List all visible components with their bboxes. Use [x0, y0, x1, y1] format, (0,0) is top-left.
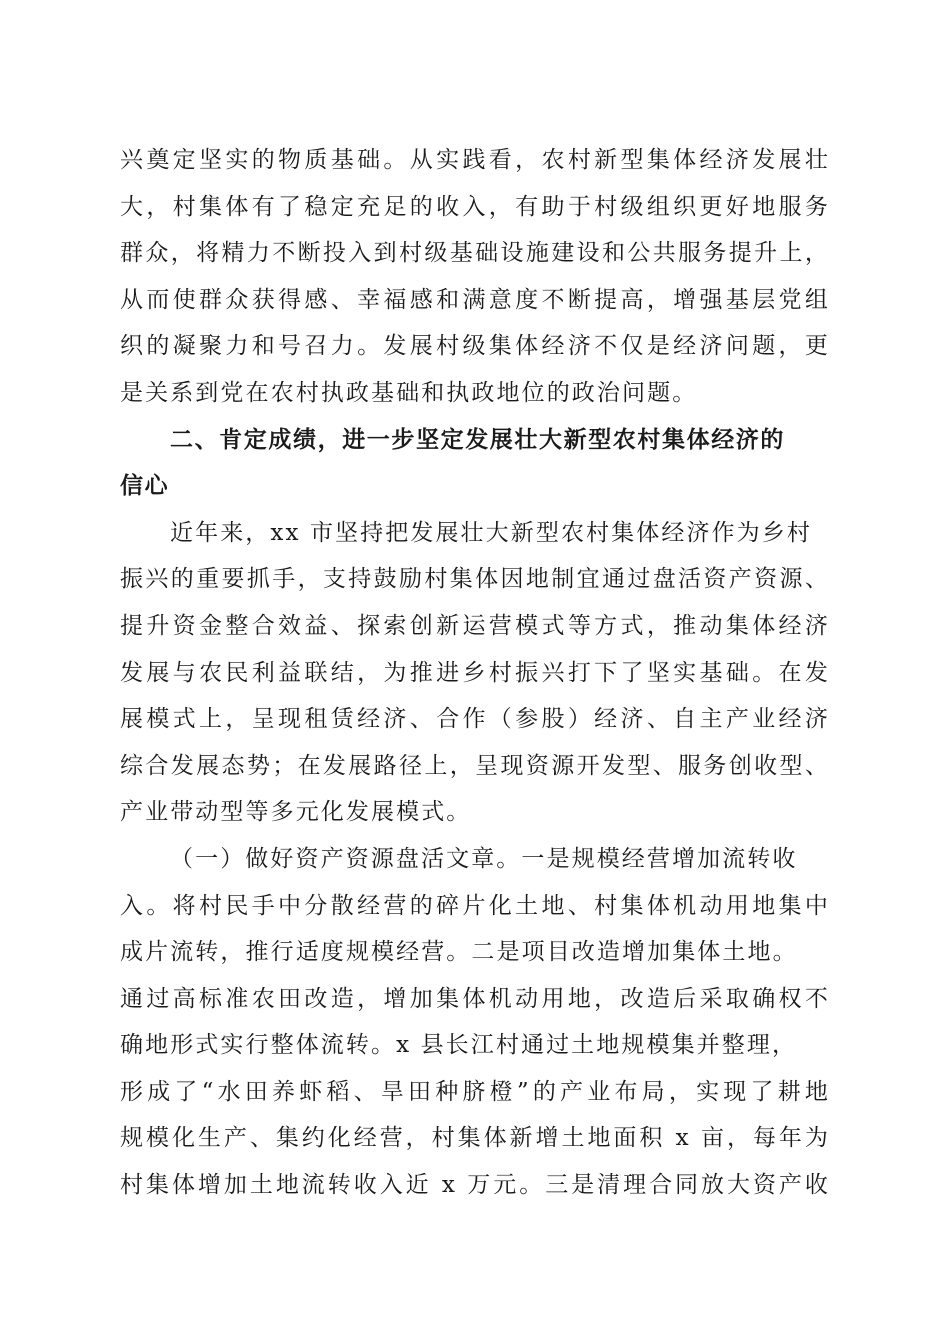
- text-line: 规模化生产、集约化经营，村集体新增土地面积 x 亩，每年为: [120, 1125, 830, 1152]
- text-line: 提升资金整合效益、探索创新运营模式等方式，推动集体经济: [120, 612, 830, 639]
- heading-line: 信心: [120, 473, 170, 500]
- text-line: 是关系到党在农村执政基础和执政地位的政治问题。: [120, 379, 698, 406]
- paragraph-recent-years: [120, 510, 830, 836]
- text-line: 织的凝聚力和号召力。发展村级集体经济不仅是经济问题，更: [120, 333, 830, 360]
- text-line: 成片流转，推行适度规模经营。二是项目改造增加集体土地。: [120, 939, 798, 966]
- document-body: [120, 137, 830, 1209]
- paragraph-intro-continuation: [120, 137, 830, 417]
- text-line: 振兴的重要抓手，支持鼓励村集体因地制宜通过盘活资产资源、: [120, 566, 830, 593]
- text-line: 展模式上，呈现租赁经济、合作（参股）经济、自主产业经济: [120, 706, 830, 733]
- text-line: 村集体增加土地流转收入近 x 万元。三是清理合同放大资产收: [120, 1172, 830, 1199]
- text-line: 通过高标准农田改造，增加集体机动用地，改造后采取确权不: [120, 985, 830, 1012]
- paragraph-asset-revitalization: [120, 836, 830, 1209]
- text-line: 从而使群众获得感、幸福感和满意度不断提高，增强基层党组: [120, 286, 830, 313]
- text-line: 近年来，xx 市坚持把发展壮大新型农村集体经济作为乡村: [170, 519, 812, 546]
- text-line: 入。将村民手中分散经营的碎片化土地、村集体机动用地集中: [120, 892, 830, 919]
- text-line: 大，村集体有了稳定充足的收入，有助于村级组织更好地服务: [120, 193, 830, 220]
- text-line: 群众，将精力不断投入到村级基础设施建设和公共服务提升上，: [120, 240, 830, 267]
- text-line: 发展与农民利益联结，为推进乡村振兴打下了坚实基础。在发: [120, 659, 830, 686]
- heading-line: 二、肯定成绩，进一步坚定发展壮大新型农村集体经济的: [170, 426, 785, 453]
- text-line: 形成了“水田养虾稻、旱田种脐橙”的产业布局，实现了耕地: [120, 1078, 830, 1105]
- text-line: 兴奠定坚实的物质基础。从实践看，农村新型集体经济发展壮: [120, 147, 830, 173]
- text-line: 产业带动型等多元化发展模式。: [120, 799, 472, 826]
- text-line: 综合发展态势；在发展路径上，呈现资源开发型、服务创收型、: [120, 752, 830, 779]
- text-line: （一）做好资产资源盘活文章。一是规模经营增加流转收: [170, 845, 798, 872]
- section-heading: [120, 417, 830, 510]
- text-line: 确地形式实行整体流转。x 县长江村通过土地规模集并整理，: [120, 1032, 798, 1059]
